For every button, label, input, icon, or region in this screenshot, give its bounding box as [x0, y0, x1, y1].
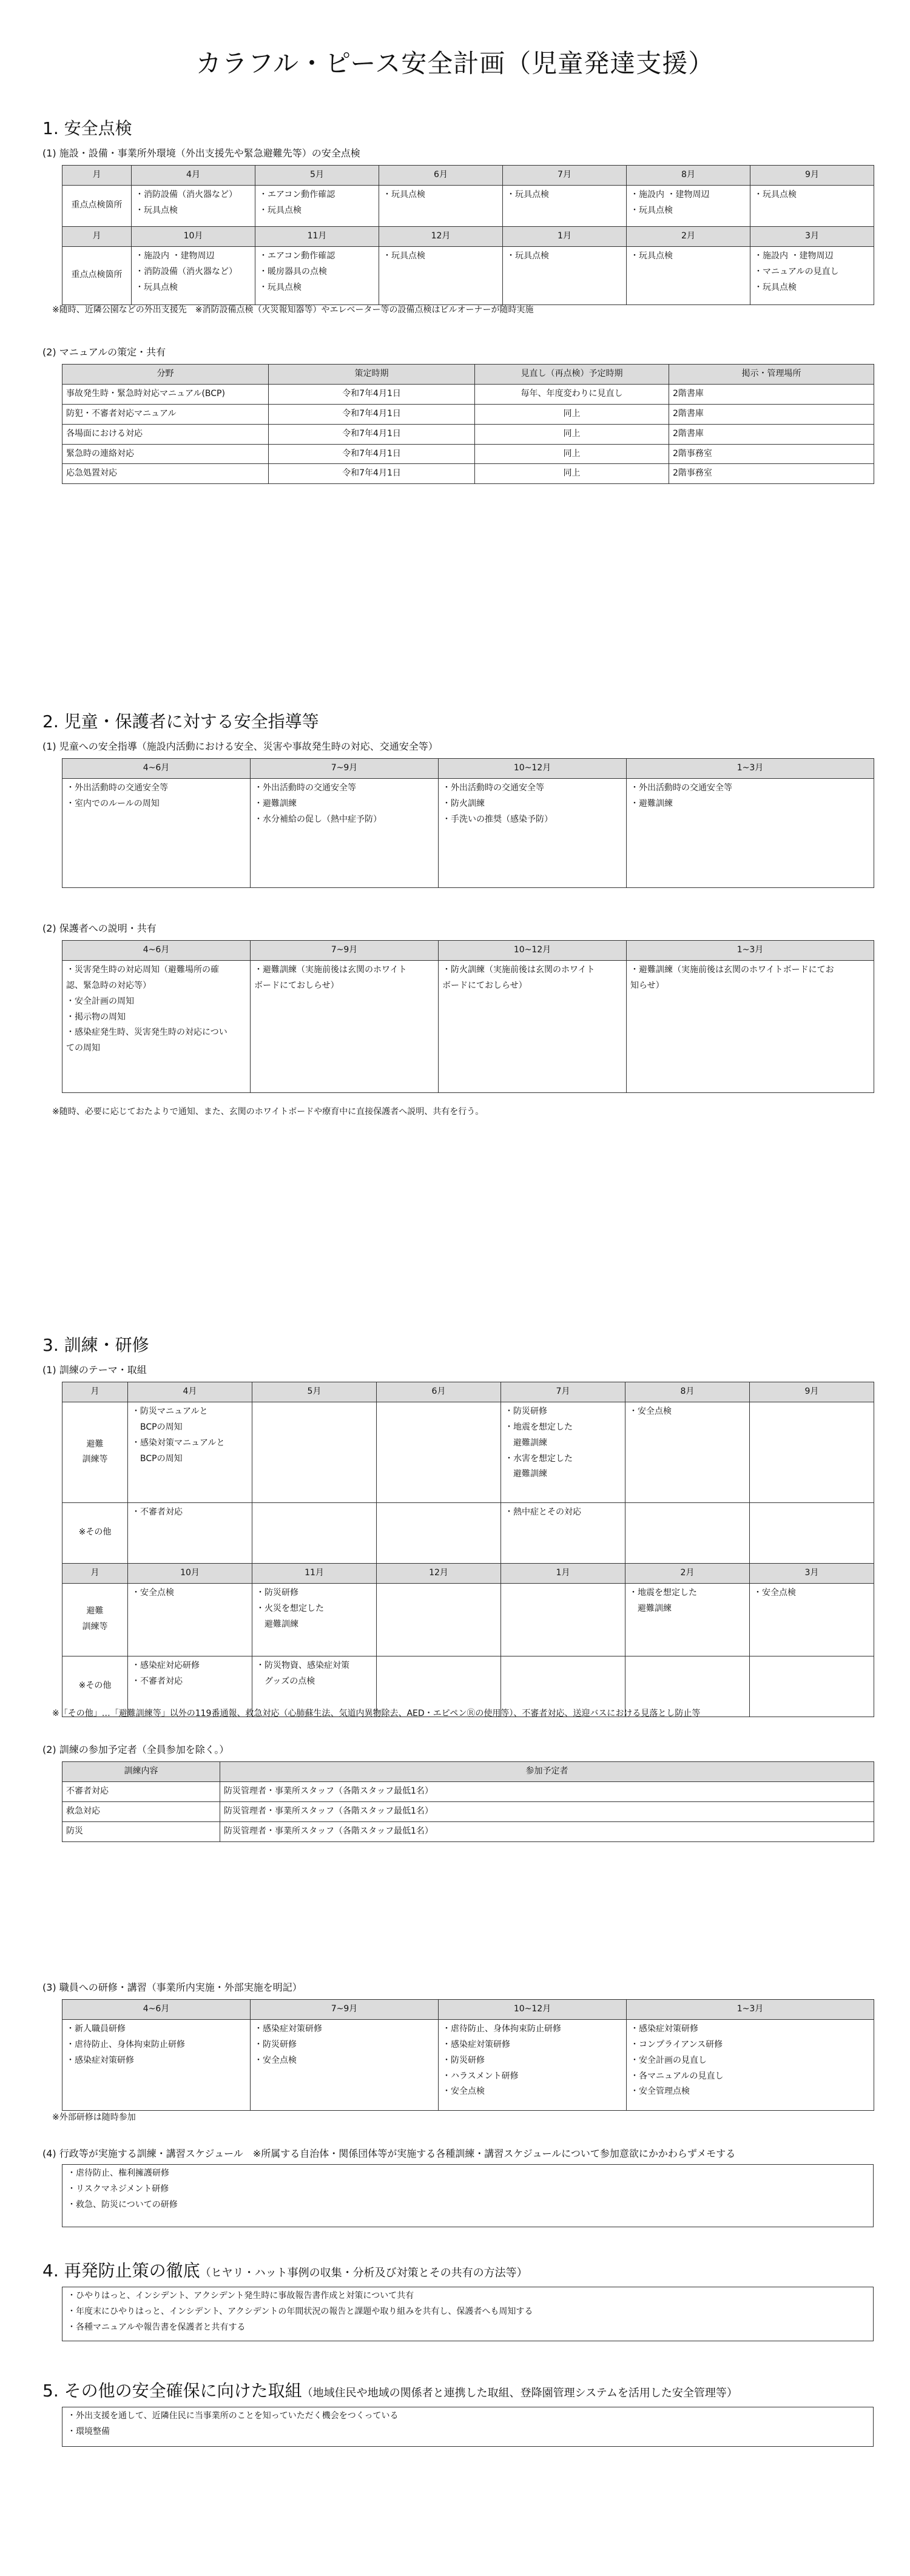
period-header-cell: 10~12月 [439, 2000, 627, 2020]
month-header-cell: 9月 [750, 166, 874, 186]
month-header: 月 [62, 166, 132, 186]
cell-line: ・玩具点検 [754, 282, 797, 292]
staff-training-cell [627, 2019, 874, 2110]
other-cell [128, 1502, 252, 1563]
period-header-cell: 4~6月 [62, 759, 251, 779]
parent-sharing-cell [62, 960, 251, 1092]
inspection-table [62, 165, 874, 305]
period-header-cell: 1~3月 [627, 941, 874, 961]
child-guidance-cell [62, 778, 251, 887]
manual-table [62, 364, 874, 484]
cell-line: ・外出活動時の交通安全等 [442, 782, 544, 793]
cell-line: ・消防設備（消火器など） [135, 189, 237, 200]
drill-cell [750, 1402, 874, 1502]
other-safety-box [62, 2407, 874, 2447]
manual-row [62, 384, 874, 404]
month-header-cell: 2月 [625, 1563, 750, 1583]
cell-line: ・玩具点検 [135, 205, 178, 215]
cell-line: ボードにておしらせ） [442, 980, 527, 990]
month-header-cell: 6月 [379, 166, 503, 186]
cell-line: ・安全点検 [254, 2055, 297, 2065]
manual-cell: 2階事務室 [669, 464, 874, 484]
cell-line: ・防災研修 [254, 2039, 297, 2050]
section-5-heading: 5. その他の安全確保に向けた取組（地域住民や地域の関係者と連携した取組、登降園管理システムを活用した安全管理等） [42, 2381, 738, 2401]
cell-line: ・感染症対策研修 [442, 2039, 510, 2050]
cell-line: BCPの周知 [132, 1422, 183, 1432]
cell-line: ・玩具点検 [754, 189, 797, 200]
cell-line: ・玩具点検 [507, 189, 549, 200]
inspection-cell [503, 246, 627, 304]
section-2-heading: 2. 児童・保護者に対する安全指導等 [42, 711, 319, 731]
cell-line: ・安全計画の見直し [630, 2055, 707, 2065]
inspection-cell [750, 246, 874, 304]
period-header-cell: 10~12月 [439, 941, 627, 961]
cell-line: ・外出活動時の交通安全等 [66, 782, 168, 793]
participants-cell: 防災管理者・事業所スタッフ（各階スタッフ最低1名） [220, 1801, 874, 1821]
row-label: 重点点検箇所 [62, 185, 132, 226]
inspection-cell [132, 185, 255, 226]
manual-cell: 令和7年4月1日 [269, 384, 475, 404]
child-guidance-cell [251, 778, 439, 887]
section-1-heading: 1. 安全点検 [42, 118, 132, 138]
month-header-cell: 1月 [503, 226, 627, 246]
cell-line: ・マニュアルの見直し [754, 266, 839, 277]
child-guidance-table [62, 758, 874, 888]
cell-line: グッズの点検 [256, 1676, 315, 1686]
cell-line: ・防火訓練（実施前後は玄関のホワイト [442, 964, 595, 975]
manual-row [62, 464, 874, 484]
cell-line: ・地震を想定した [629, 1587, 697, 1598]
child-guidance-cell [627, 778, 874, 887]
cell-line: ・不審者対応 [132, 1507, 183, 1517]
other-row-label: ※その他 [62, 1502, 128, 1563]
cell-line: ・感染対策マニュアルと [132, 1438, 225, 1448]
cell-line: ・不審者対応 [132, 1676, 183, 1686]
cell-line: ・防災研修 [505, 1406, 547, 1416]
period-header-cell: 7~9月 [251, 2000, 439, 2020]
drill-cell [625, 1402, 750, 1502]
cell-line: ・手洗いの推奨（感染予防） [442, 814, 553, 824]
month-header-cell: 4月 [132, 166, 255, 186]
s1-sub1: (1) 施設・設備・事業所外環境（外出支援先や緊急避難先等）の安全点検 [42, 147, 360, 159]
cell-line: ・玩具点検 [383, 189, 425, 200]
box-item: ・ひやりはっと、インシデント、アクシデント発生時に事故報告書作成と対策について共有 [67, 2291, 414, 2301]
s3-sub4: (4) 行政等が実施する訓練・講習スケジュール ※所属する自治体・関係団体等が実施する各種訓練・講習スケジュールについて参加意欲にかかわらずメモする [42, 2148, 736, 2159]
cell-line: ・玩具点検 [259, 282, 302, 292]
s2-sub2: (2) 保護者への説明・共有 [42, 923, 157, 934]
box-item: ・救急、防災についての研修 [67, 2199, 178, 2210]
s3-sub1: (1) 訓練のテーマ・取組 [42, 1364, 147, 1376]
cell-line: ・玩具点検 [630, 251, 673, 261]
drill-theme-table [62, 1382, 874, 1717]
manual-cell: 緊急時の連絡対応 [62, 444, 269, 464]
drill-cell [252, 1583, 377, 1656]
parent-sharing-cell [251, 960, 439, 1092]
other-cell [501, 1502, 625, 1563]
period-header-cell: 7~9月 [251, 941, 439, 961]
box-item: ・環境整備 [67, 2426, 110, 2436]
drill-cell [501, 1402, 625, 1502]
cell-line: ・防火訓練 [442, 798, 485, 809]
manual-row [62, 444, 874, 464]
inspection-cell [132, 246, 255, 304]
cell-line: ・感染症対応研修 [132, 1660, 200, 1670]
inspection-cell [255, 246, 379, 304]
cell-line: ・施設内 ・建物周辺 [630, 189, 710, 200]
cell-line: ての周知 [66, 1043, 100, 1054]
box-item: ・外出支援を通して、近隣住民に当事業所のことを知っていただく機会をつくっている [67, 2411, 399, 2421]
manual-cell: 応急処置対応 [62, 464, 269, 484]
box-item: ・各種マニュアルや報告書を保護者と共有する [67, 2322, 246, 2332]
staff-training-cell [439, 2019, 627, 2110]
cell-line: ・室内でのルールの周知 [66, 798, 160, 809]
period-header-cell: 4~6月 [62, 941, 251, 961]
cell-line: ・地震を想定した [505, 1422, 573, 1432]
period-header-cell: 1~3月 [627, 759, 874, 779]
section-4-heading: 4. 再発防止策の徹底（ヒヤリ・ハット事例の収集・分析及び対策とその共有の方法等） [42, 2261, 528, 2281]
other-cell [625, 1502, 750, 1563]
month-header-cell: 11月 [255, 226, 379, 246]
manual-cell: 2階書庫 [669, 404, 874, 424]
cell-line: ・外出活動時の交通安全等 [630, 782, 732, 793]
manual-row [62, 404, 874, 424]
cell-line: ・避難訓練 [630, 798, 673, 809]
month-header-cell: 7月 [503, 166, 627, 186]
other-cell [252, 1502, 377, 1563]
cell-line: ・感染症対策研修 [66, 2055, 134, 2065]
cell-line: ・コンプライアンス研修 [630, 2039, 723, 2050]
cell-line: ・新人職員研修 [66, 2023, 126, 2034]
staff-training-table [62, 1999, 874, 2111]
participants-row [62, 1821, 874, 1841]
cell-line: ・火災を想定した [256, 1603, 324, 1613]
manual-cell: 2階事務室 [669, 444, 874, 464]
cell-line: ボードにておしらせ） [254, 980, 339, 990]
cell-line: ・避難訓練 [254, 798, 297, 809]
month-header-cell: 3月 [750, 226, 874, 246]
month-header-cell: 7月 [501, 1382, 625, 1402]
cell-line: ・玩具点検 [383, 251, 425, 261]
cell-line: 避難訓練 [256, 1619, 298, 1629]
s3-note1: ※「その他」…「避難訓練等」以外の119番通報、救急対応（心肺蘇生法、気道内異物除去、AED・エピペンⓇの使用等）、不審者対応、送迎バスにおける見落とし防止等 [52, 1709, 701, 1718]
month-header-cell: 6月 [377, 1382, 501, 1402]
participants-cell: 防災 [62, 1821, 220, 1841]
month-header-cell: 9月 [750, 1382, 874, 1402]
manual-header-cell: 掲示・管理場所 [669, 365, 874, 385]
cell-line: ・感染症対策研修 [630, 2023, 698, 2034]
manual-cell: 同上 [475, 444, 669, 464]
cell-line: ・暖房器具の点検 [259, 266, 327, 277]
manual-cell: 同上 [475, 424, 669, 444]
cell-line: ・玩具点検 [630, 205, 673, 215]
cell-line: ・消防設備（消火器など） [135, 266, 237, 277]
cell-line: ・玩具点検 [507, 251, 549, 261]
cell-line: 知らせ） [630, 980, 664, 990]
drill-cell [252, 1402, 377, 1502]
month-header: 月 [62, 226, 132, 246]
participants-header-cell: 参加予定者 [220, 1762, 874, 1782]
participants-cell: 防災管理者・事業所スタッフ（各階スタッフ最低1名） [220, 1781, 874, 1801]
page-title: カラフル・ピース安全計画（児童発達支援） [195, 49, 715, 78]
participants-cell: 救急対応 [62, 1801, 220, 1821]
row-label: 重点点検箇所 [62, 246, 132, 304]
inspection-cell [379, 185, 503, 226]
manual-cell: 各場面における対応 [62, 424, 269, 444]
cell-line: ・外出活動時の交通安全等 [254, 782, 356, 793]
s3-sub3: (3) 職員への研修・講習（事業所内実施・外部実施を明記） [42, 1982, 302, 1993]
gov-training-box [62, 2164, 874, 2227]
s3-sub2: (2) 訓練の参加予定者（全員参加を除く。） [42, 1744, 229, 1755]
manual-cell: 毎年、年度変わりに見直し [475, 384, 669, 404]
s1-sub2: (2) マニュアルの策定・共有 [42, 346, 166, 358]
manual-header-cell: 見直し（再点検）予定時期 [475, 365, 669, 385]
drill-cell [128, 1583, 252, 1656]
other-cell [750, 1502, 874, 1563]
cell-line: ・エアコン動作確認 [259, 189, 335, 200]
cell-line: 避難訓練 [505, 1438, 547, 1448]
recurrence-prevention-box [62, 2287, 874, 2341]
participants-cell: 防災管理者・事業所スタッフ（各階スタッフ最低1名） [220, 1821, 874, 1841]
manual-cell: 事故発生時・緊急時対応マニュアル(BCP) [62, 384, 269, 404]
manual-header-cell: 分野 [62, 365, 269, 385]
inspection-cell [750, 185, 874, 226]
staff-training-cell [62, 2019, 251, 2110]
manual-cell: 令和7年4月1日 [269, 424, 475, 444]
inspection-cell [503, 185, 627, 226]
cell-line: ・災害発生時の対応周知（避難場所の確 [66, 964, 219, 975]
month-header-cell: 8月 [627, 166, 750, 186]
cell-line: 避難訓練 [505, 1469, 547, 1479]
cell-line: ・安全管理点検 [630, 2087, 690, 2097]
cell-line: ・避難訓練（実施前後は玄関のホワイト [254, 964, 407, 975]
manual-cell: 令和7年4月1日 [269, 444, 475, 464]
participants-table [62, 1761, 874, 1842]
box-item: ・リスクマネジメント研修 [67, 2184, 169, 2194]
inspection-cell [255, 185, 379, 226]
cell-line: BCPの周知 [132, 1453, 183, 1464]
cell-line: 避難訓練 [629, 1603, 672, 1613]
cell-line: ・防災研修 [256, 1587, 298, 1598]
cell-line: ・安全点検 [629, 1406, 672, 1416]
participants-row [62, 1801, 874, 1821]
period-header-cell: 1~3月 [627, 2000, 874, 2020]
drill-cell [625, 1583, 750, 1656]
month-header-cell: 1月 [501, 1563, 625, 1583]
manual-cell: 令和7年4月1日 [269, 464, 475, 484]
manual-cell: 同上 [475, 464, 669, 484]
manual-cell: 2階書庫 [669, 424, 874, 444]
child-guidance-cell [439, 778, 627, 887]
month-header: 月 [62, 1382, 128, 1402]
month-header-cell: 10月 [128, 1563, 252, 1583]
drill-cell [750, 1583, 874, 1656]
period-header-cell: 10~12月 [439, 759, 627, 779]
cell-line: ・玩具点検 [135, 282, 178, 292]
parent-sharing-cell [627, 960, 874, 1092]
section-3-heading: 3. 訓練・研修 [42, 1335, 149, 1355]
cell-line: ・玩具点検 [259, 205, 302, 215]
cell-line: ・虐待防止、身体拘束防止研修 [66, 2039, 185, 2050]
cell-line: ・施設内 ・建物周辺 [135, 251, 215, 261]
s2-sub1: (1) 児童への安全指導（施設内活動における安全、災害や事故発生時の対応、交通安全等） [42, 741, 438, 752]
drill-cell [377, 1402, 501, 1502]
cell-line: ・水害を想定した [505, 1453, 573, 1464]
parent-sharing-cell [439, 960, 627, 1092]
month-header-cell: 3月 [750, 1563, 874, 1583]
drill-row-label: 避難 訓練等 [62, 1583, 128, 1656]
cell-line: ・感染症発生時、災害発生時の対応につい [66, 1027, 228, 1038]
s1-note1: ※随時、近隣公園などの外出支援先 ※消防設備点検（火災報知器等）やエレベーター等の設備点検はビルオーナーが随時実施 [52, 305, 534, 315]
inspection-cell [627, 185, 750, 226]
month-header: 月 [62, 1563, 128, 1583]
other-cell [377, 1502, 501, 1563]
manual-cell: 令和7年4月1日 [269, 404, 475, 424]
cell-line: ・ハラスメント研修 [442, 2071, 519, 2081]
box-item: ・年度末にひやりはっと、インシデント、アクシデントの年間状況の報告と課題や取り組みを共有し、保護者へも周知する [67, 2306, 533, 2316]
cell-line: ・防災マニュアルと [132, 1406, 208, 1416]
s2-note: ※随時、必要に応じておたよりで通知、また、玄関のホワイトボードや療育中に直接保護者へ説明、共有を行う。 [52, 1107, 484, 1117]
other-row-label: ※その他 [62, 1656, 128, 1717]
inspection-cell [627, 246, 750, 304]
month-header-cell: 2月 [627, 226, 750, 246]
inspection-cell [379, 246, 503, 304]
month-header-cell: 11月 [252, 1563, 377, 1583]
cell-line: ・感染症対策研修 [254, 2023, 322, 2034]
box-item: ・虐待防止、権利擁護研修 [67, 2168, 169, 2178]
manual-cell: 防犯・不審者対応マニュアル [62, 404, 269, 424]
manual-cell: 2階書庫 [669, 384, 874, 404]
cell-line: 認、緊急時の対応等） [66, 980, 151, 990]
month-header-cell: 5月 [252, 1382, 377, 1402]
s3-note3: ※外部研修は随時参加 [52, 2113, 136, 2122]
drill-cell [501, 1583, 625, 1656]
cell-line: ・安全点検 [753, 1587, 796, 1598]
month-header-cell: 12月 [379, 226, 503, 246]
manual-cell: 同上 [475, 404, 669, 424]
month-header-cell: 5月 [255, 166, 379, 186]
cell-line: ・防災研修 [442, 2055, 485, 2065]
manual-row [62, 424, 874, 444]
participants-row [62, 1781, 874, 1801]
drill-cell [128, 1402, 252, 1502]
cell-line: ・防災物資、感染症対策 [256, 1660, 349, 1670]
period-header-cell: 4~6月 [62, 2000, 251, 2020]
cell-line: ・避難訓練（実施前後は玄関のホワイトボードにてお [630, 964, 834, 975]
month-header-cell: 4月 [128, 1382, 252, 1402]
cell-line: ・安全計画の周知 [66, 996, 134, 1006]
cell-line: ・安全点検 [442, 2087, 485, 2097]
parent-sharing-table [62, 940, 874, 1093]
cell-line: ・掲示物の周知 [66, 1012, 126, 1022]
month-header-cell: 8月 [625, 1382, 750, 1402]
cell-line: ・エアコン動作確認 [259, 251, 335, 261]
manual-header-cell: 策定時期 [269, 365, 475, 385]
cell-line: ・水分補給の促し（熱中症予防） [254, 814, 382, 824]
cell-line: ・安全点検 [132, 1587, 174, 1598]
other-cell [750, 1656, 874, 1717]
drill-row-label: 避難 訓練等 [62, 1402, 128, 1502]
month-header-cell: 10月 [132, 226, 255, 246]
cell-line: ・熱中症とその対応 [505, 1507, 581, 1517]
cell-line: ・施設内 ・建物周辺 [754, 251, 834, 261]
cell-line: ・虐待防止、身体拘束防止研修 [442, 2023, 561, 2034]
staff-training-cell [251, 2019, 439, 2110]
participants-header-cell: 訓練内容 [62, 1762, 220, 1782]
drill-cell [377, 1583, 501, 1656]
period-header-cell: 7~9月 [251, 759, 439, 779]
month-header-cell: 12月 [377, 1563, 501, 1583]
participants-cell: 不審者対応 [62, 1781, 220, 1801]
cell-line: ・各マニュアルの見直し [630, 2071, 724, 2081]
